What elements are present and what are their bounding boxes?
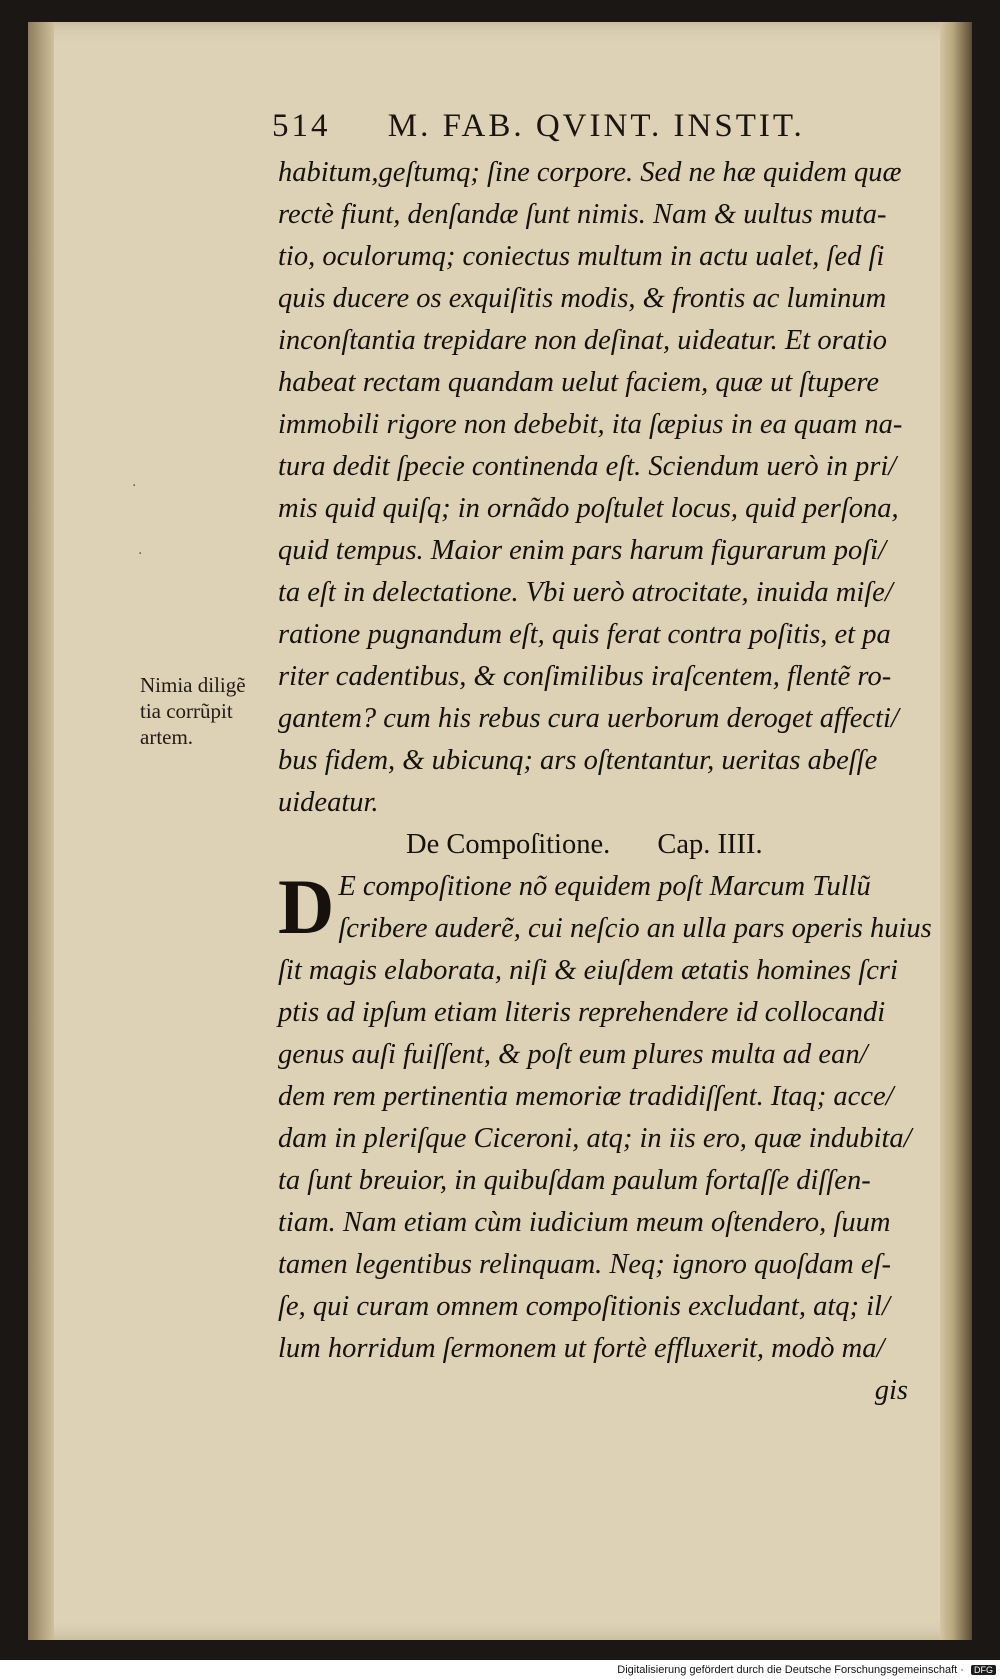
page-edge-shadow [940, 22, 972, 1640]
text-line: ſit magis elaborata, niſi & eiuſdem ætatis homines ſcri [278, 955, 898, 986]
text-line: quis ducere os exquiſitis modis, & frontis ac luminum [278, 283, 887, 314]
margin-note [140, 672, 280, 750]
text-line: immobili rigore non debebit, ita ſæpius in ea quam na- [278, 409, 903, 440]
text-line: E compoſitione nõ equidem poſt Marcum Tullũ [338, 871, 871, 902]
running-title: M. FAB. QVINT. INSTIT. [387, 108, 805, 144]
text-line: genus auſi fuiſſent, & poſt eum plures multa ad ean/ [278, 1039, 868, 1070]
chapter-heading [278, 824, 938, 866]
catchword: gis [874, 1375, 908, 1406]
running-header [272, 108, 892, 148]
text-line: lum horridum ſermonem ut fortè effluxerit, modò ma/ [278, 1333, 885, 1364]
text-line: tamen legentibus relinquam. Neq; ignoro quoſdam eſ- [278, 1249, 891, 1280]
text-line: ratione pugnandum eſt, quis ferat contra poſitis, et pa [278, 619, 891, 650]
chapter-title: De Compoſitione. [406, 829, 611, 860]
text-line: rectè fiunt, denſandæ ſunt nimis. Nam & uultus muta- [278, 199, 887, 230]
margin-note-line: artem. [140, 725, 194, 749]
text-line: ptis ad ipſum etiam literis reprehendere id collocandi [278, 997, 886, 1028]
digitization-credit [617, 1664, 996, 1676]
text-line: ſcribere auderẽ, cui neſcio an ulla pars operis huius [338, 913, 932, 944]
margin-note-line: Nimia diligẽ [140, 673, 246, 697]
text-line: tio, oculorumq; coniectus multum in actu ualet, ſed ſi [278, 241, 885, 272]
margin-speck: · [138, 546, 143, 562]
page-number: 514 [272, 108, 331, 144]
text-line: dem rem pertinentia memoriæ tradidiſſent. Itaq; acce/ [278, 1081, 894, 1112]
credit-text: Digitalisierung gefördert durch die Deutsche Forschungsgemeinschaft · [617, 1664, 964, 1676]
text-line: gantem? cum his rebus cura uerborum deroget affecti/ [278, 703, 899, 734]
text-line: ta eſt in delectatione. Vbi uerò atrocitate, inuida miſe/ [278, 577, 893, 608]
text-line: ſe, qui curam omnem compoſitionis excludant, atq; il/ [278, 1291, 890, 1322]
margin-speck: · [132, 478, 137, 494]
text-line: ta ſunt breuior, in quibuſdam paulum fortaſſe diſſen- [278, 1165, 871, 1196]
text-line: habeat rectam quandam uelut faciem, quæ ut ſtupere [278, 367, 880, 398]
margin-note-line: tia corrũpit [140, 699, 233, 723]
text-line: riter cadentibus, & conſimilibus iraſcentem, flentẽ ro- [278, 661, 892, 692]
text-line: dam in pleriſque Ciceroni, atq; in iis ero, quæ indubita/ [278, 1123, 912, 1154]
dfg-logo: DFG [971, 1665, 996, 1675]
body-text [278, 152, 938, 1412]
text-line: tiam. Nam etiam cùm iudicium meum oſtendero, ſuum [278, 1207, 891, 1238]
text-line: habitum,geſtumq; ſine corpore. Sed ne hæ quidem quæ [278, 157, 902, 188]
text-line: uideatur. [278, 787, 379, 818]
page-gutter-shadow [28, 22, 54, 1640]
text-line: quid tempus. Maior enim pars harum figurarum poſi/ [278, 535, 887, 566]
text-line: bus fidem, & ubicunq; ars oſtentantur, ueritas abeſſe [278, 745, 878, 776]
text-line: inconſtantia trepidare non deſinat, uideatur. Et oratio [278, 325, 888, 356]
drop-cap: D [278, 863, 335, 950]
chapter-number: Cap. IIII. [657, 829, 763, 860]
text-line: tura dedit ſpecie continenda eſt. Sciendum uerò in pri/ [278, 451, 897, 482]
text-line: mis quid quiſq; in ornãdo poſtulet locus, quid perſona, [278, 493, 899, 524]
